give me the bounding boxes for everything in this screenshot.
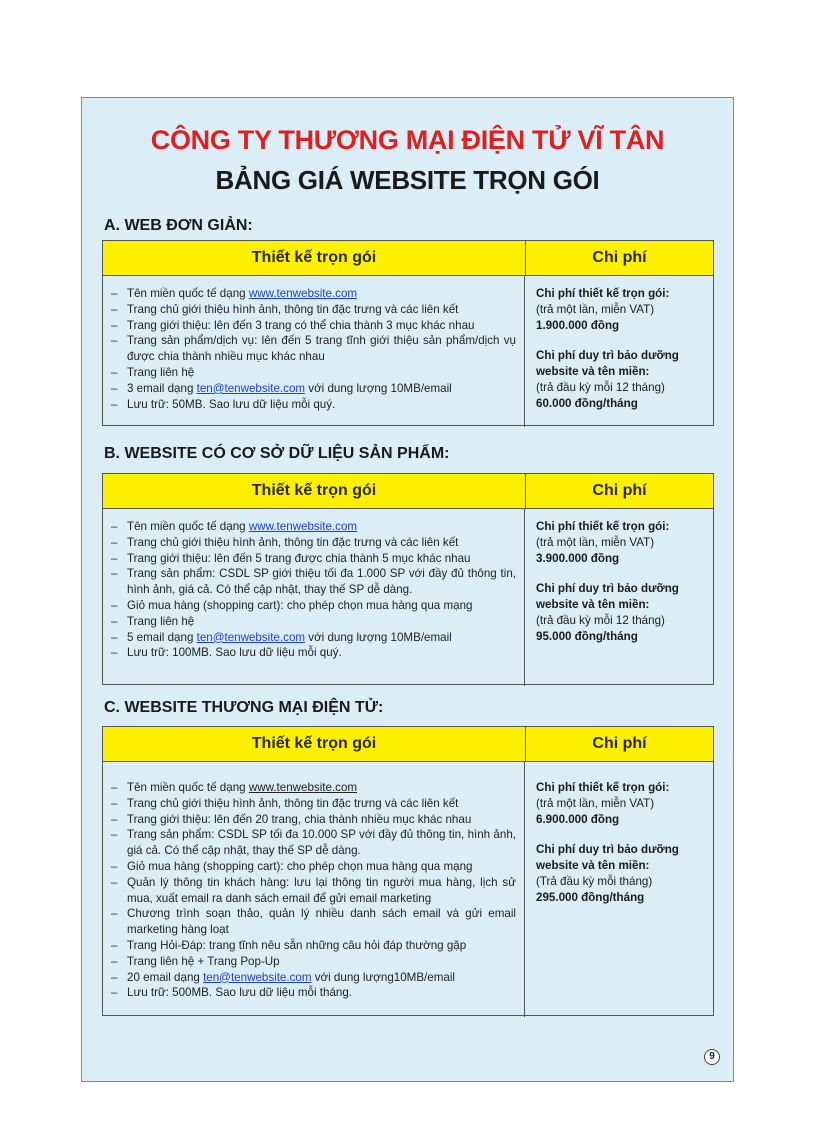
feature-item: – Trang Hỏi-Đáp: trang tĩnh nêu sẵn những câu hỏi đáp thường gặp <box>109 938 516 954</box>
email-link[interactable]: ten@tenwebsite.com <box>196 630 306 644</box>
cost-cell <box>525 762 713 1017</box>
feature-item: – Giỏ mua hàng (shopping cart): cho phép chọn mua hàng qua mạng <box>109 859 516 875</box>
design-column-header: Thiết kế trọn gói <box>103 727 526 761</box>
design-cost-note: (trả một lần, miễn VAT) <box>536 796 655 810</box>
email-link[interactable]: ten@tenwebsite.com <box>196 381 306 395</box>
maintenance-cost-note: (trả đầu kỳ mỗi 12 tháng) <box>536 613 665 627</box>
design-cost-label: Chi phí thiết kế trọn gói: <box>536 520 670 533</box>
feature-item: – 20 email dạng ten@tenwebsite.com với dung lượng10MB/email <box>109 970 516 986</box>
package-table-c <box>102 726 714 1016</box>
company-title: CÔNG TY THƯƠNG MẠI ĐIỆN TỬ VĨ TÂN <box>150 125 665 155</box>
feature-item: – Trang giới thiệu: lên đến 3 trang có thể chia thành 3 mục khác nhau <box>109 318 516 334</box>
maintenance-cost-note: (Trả đầu kỳ mỗi tháng) <box>536 874 653 888</box>
feature-item: – Trang liên hệ <box>109 365 516 381</box>
table-header <box>103 241 713 276</box>
feature-item: – Trang giới thiệu: lên đến 5 trang được chia thành 5 mục khác nhau <box>109 551 516 567</box>
page-title: BẢNG GIÁ WEBSITE TRỌN GÓI <box>215 165 600 195</box>
design-cost-note: (trả một lần, miễn VAT) <box>536 302 655 316</box>
maintenance-cost-label: Chi phí duy trì bảo dưỡng website và tên miền: <box>536 843 679 873</box>
design-column-header: Thiết kế trọn gói <box>103 241 526 275</box>
maintenance-cost-price: 295.000 đồng/tháng <box>536 890 645 904</box>
table-header <box>103 727 713 762</box>
cost-cell <box>525 276 713 427</box>
page-number: 9 <box>704 1049 720 1065</box>
feature-item: – Chương trình soạn thảo, quản lý nhiều danh sách email và gửi email marketing hàng loạt <box>109 906 516 938</box>
feature-cell <box>103 276 525 427</box>
cost-column-header: Chi phí <box>592 249 647 266</box>
maintenance-cost-label: Chi phí duy trì bảo dưỡng website và tên miền: <box>536 582 679 612</box>
table-header <box>103 474 713 509</box>
price-sheet <box>81 97 734 1082</box>
feature-item: – Lưu trữ: 50MB. Sao lưu dữ liệu mỗi quý. <box>109 397 516 413</box>
website-link[interactable]: www.tenwebsite.com <box>248 287 358 300</box>
feature-item: – Lưu trữ: 500MB. Sao lưu dữ liệu mỗi tháng. <box>109 985 516 1001</box>
feature-item: – Trang liên hệ + Trang Pop-Up <box>109 954 516 970</box>
feature-item: – 5 email dạng ten@tenwebsite.com với dung lượng 10MB/email <box>109 630 516 646</box>
design-cost-label: Chi phí thiết kế trọn gói: <box>536 781 670 794</box>
section-c-heading: C. WEBSITE THƯƠNG MẠI ĐIỆN TỬ: <box>104 699 384 716</box>
package-table-a <box>102 240 714 426</box>
design-cost-price: 3.900.000 đồng <box>536 551 620 565</box>
section-a-heading: A. WEB ĐƠN GIẢN: <box>104 217 253 234</box>
cost-column-header: Chi phí <box>592 482 647 499</box>
design-cost-price: 1.900.000 đồng <box>536 318 620 332</box>
feature-item: – Trang giới thiệu: lên đến 20 trang, chia thành nhiều mục khác nhau <box>109 812 516 828</box>
feature-item: – 3 email dạng ten@tenwebsite.com với dung lượng 10MB/email <box>109 381 516 397</box>
design-cost-price: 6.900.000 đồng <box>536 812 620 826</box>
feature-item: – Trang chủ giới thiệu hình ảnh, thông tin đặc trưng và các liên kết <box>109 796 516 812</box>
website-link[interactable]: www.tenwebsite.com <box>248 520 358 533</box>
feature-item: – Trang liên hệ <box>109 614 516 630</box>
cost-cell <box>525 509 713 686</box>
feature-list <box>109 286 516 412</box>
feature-item: – Trang sản phẩm: CSDL SP tối đa 10.000 SP với đầy đủ thông tin, hình ảnh, giá cả. Có thể cập nhật, thay thế SP dễ dàng. <box>109 827 516 859</box>
design-cost-note: (trả một lần, miễn VAT) <box>536 535 655 549</box>
feature-item: – Trang sản phẩm: CSDL SP giới thiệu tối đa 1.000 SP với đầy đủ thông tin, hình ảnh, giá cả. Có thể cập nhật, thay thế SP dễ dàng. <box>109 566 516 598</box>
feature-item: – Trang chủ giới thiệu hình ảnh, thông tin đặc trưng và các liên kết <box>109 302 516 318</box>
feature-item: – Tên miền quốc tế dạng www.tenwebsite.com <box>109 780 516 796</box>
feature-item: – Trang chủ giới thiệu hình ảnh, thông tin đặc trưng và các liên kết <box>109 535 516 551</box>
website-link[interactable]: www.tenwebsite.com <box>248 781 358 794</box>
feature-item: – Trang sản phẩm/dịch vụ: lên đến 5 trang tĩnh giới thiệu sản phẩm/dịch vụ được chia thành nhiều mục khác nhau <box>109 333 516 365</box>
cost-column-header: Chi phí <box>592 735 647 752</box>
design-cost-label: Chi phí thiết kế trọn gói: <box>536 287 670 300</box>
feature-list <box>109 519 516 661</box>
maintenance-cost-note: (trả đầu kỳ mỗi 12 tháng) <box>536 380 665 394</box>
package-table-b <box>102 473 714 685</box>
feature-item: – Lưu trữ: 100MB. Sao lưu dữ liệu mỗi quý. <box>109 645 516 661</box>
feature-item: – Tên miền quốc tế dạng www.tenwebsite.com <box>109 519 516 535</box>
feature-item: – Tên miền quốc tế dạng www.tenwebsite.com <box>109 286 516 302</box>
maintenance-cost-price: 95.000 đồng/tháng <box>536 629 638 643</box>
design-column-header: Thiết kế trọn gói <box>103 474 526 508</box>
maintenance-cost-price: 60.000 đồng/tháng <box>536 396 638 410</box>
feature-cell <box>103 509 525 686</box>
feature-cell <box>103 762 525 1017</box>
feature-list <box>109 780 516 1001</box>
email-link[interactable]: ten@tenwebsite.com <box>203 970 312 984</box>
feature-item: – Giỏ mua hàng (shopping cart): cho phép chọn mua hàng qua mạng <box>109 598 516 614</box>
maintenance-cost-label: Chi phí duy trì bảo dưỡng website và tên miền: <box>536 349 679 379</box>
feature-item: – Quản lý thông tin khách hàng: lưu lại thông tin người mua hàng, lịch sử mua, xuất email ra danh sách email để gửi email marketing <box>109 875 516 907</box>
section-b-heading: B. WEBSITE CÓ CƠ SỞ DỮ LIỆU SẢN PHẨM: <box>104 445 450 462</box>
